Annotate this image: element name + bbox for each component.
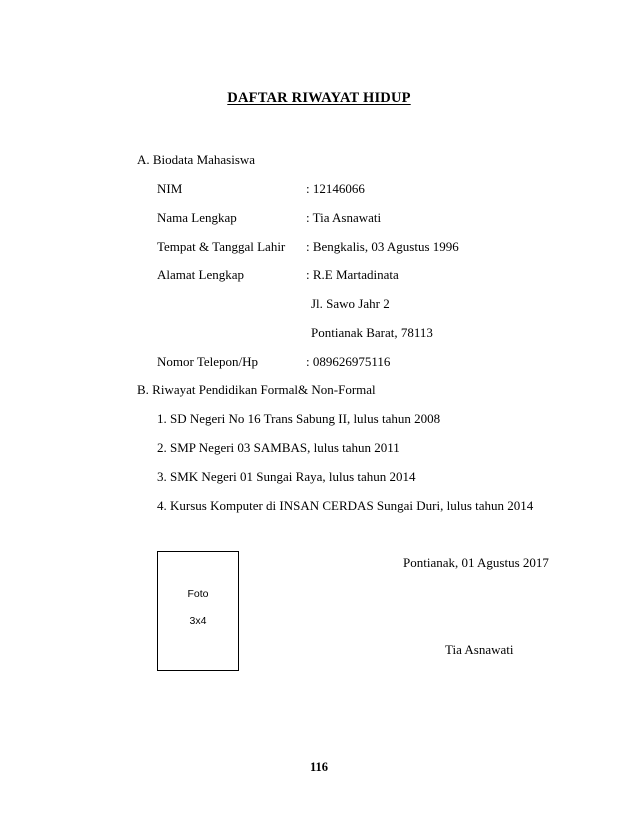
photo-size-label: 3x4 <box>189 615 207 627</box>
education-item: 3. SMK Negeri 01 Sungai Raya, lulus tahun 2014 <box>157 469 416 484</box>
ttl-label: Tempat & Tanggal Lahir <box>157 239 286 254</box>
telepon-label: Nomor Telepon/Hp <box>157 354 259 369</box>
signature-name: Tia Asnawati <box>445 642 514 657</box>
alamat-line-3: Pontianak Barat, 78113 <box>311 325 433 340</box>
nim-value: : 12146066 <box>306 181 365 196</box>
page-title: DAFTAR RIWAYAT HIDUP <box>227 90 411 106</box>
nama-value: : Tia Asnawati <box>306 210 382 225</box>
education-item: 4. Kursus Komputer di INSAN CERDAS Sungai Duri, lulus tahun 2014 <box>157 498 534 513</box>
alamat-value: : R.E Martadinata <box>306 267 399 282</box>
photo-placeholder <box>157 551 239 671</box>
education-item: 2. SMP Negeri 03 SAMBAS, lulus tahun 2011 <box>157 440 400 455</box>
section-a-heading: A. Biodata Mahasiswa <box>137 152 256 167</box>
nim-label: NIM <box>157 181 183 196</box>
section-b-heading: B. Riwayat Pendidikan Formal& Non-Formal <box>137 382 376 397</box>
education-item: 1. SD Negeri No 16 Trans Sabung II, lulus tahun 2008 <box>157 411 441 426</box>
alamat-label: Alamat Lengkap <box>157 267 244 282</box>
ttl-value: : Bengkalis, 03 Agustus 1996 <box>306 239 459 254</box>
photo-label: Foto <box>187 588 209 600</box>
signature-place-date: Pontianak, 01 Agustus 2017 <box>403 555 549 570</box>
nama-label: Nama Lengkap <box>157 210 237 225</box>
alamat-line-2: Jl. Sawo Jahr 2 <box>311 296 390 311</box>
telepon-value: : 089626975116 <box>306 354 391 369</box>
page-number: 116 <box>309 760 329 774</box>
